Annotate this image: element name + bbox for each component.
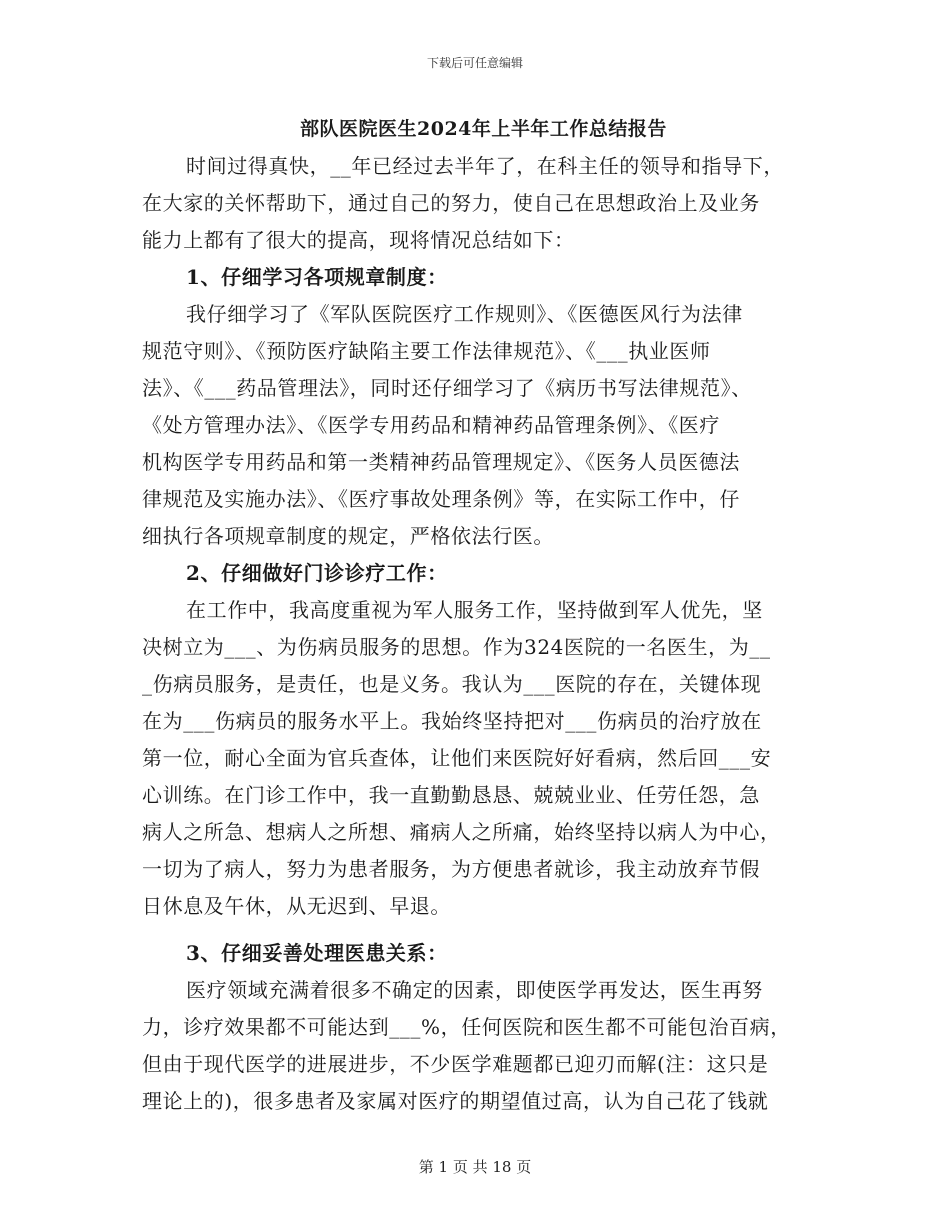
text-line: 决树立为___、为伤病员服务的思想。作为324医院的一名医生，为__ [142,635,771,659]
text-line: 能力上都有了很大的提高，现将情况总结如下： [142,228,575,252]
header-note: 下载后可任意编辑 [426,56,523,70]
document-body [142,148,822,1120]
paragraph-spacer [142,925,822,935]
section-heading: 1、仔细学习各项规章制度： [186,265,448,289]
page-footer: 第 1 页 共 18 页 [418,1158,532,1176]
text-line: 《处方管理办法》、《医学专用药品和精神药品管理条例》、《医疗 [142,413,720,437]
section-heading: 3、仔细妥善处理医患关系： [186,941,448,965]
text-line: 机构医学专用药品和第一类精神药品管理规定》、《医务人员医德法 [142,450,740,474]
section-heading: 2、仔细做好门诊诊疗工作： [186,561,448,585]
text-line: 法》、《___药品管理法》，同时还仔细学习了《病历书写法律规范》、 [142,376,752,400]
text-line: 理论上的)，很多患者及家属对医疗的期望值过高，认为自己花了钱就 [142,1089,769,1113]
text-line: 律规范及实施办法》、《医疗事故处理条例》等，在实际工作中，仔 [142,487,740,511]
document-title: 部队医院医生2024年上半年工作总结报告 [300,118,667,140]
text-line: 在大家的关怀帮助下，通过自己的努力，使自己在思想政治上及业务 [142,191,760,215]
text-line: _伤病员服务，是责任，也是义务。我认为___医院的存在，关键体现 [142,672,762,696]
text-line: 医疗领域充满着很多不确定的因素，即使医学再发达，医生再努 [186,978,763,1002]
text-line: 一切为了病人，努力为患者服务，为方便患者就诊，我主动放弃节假 [142,857,760,881]
text-line: 力，诊疗效果都不可能达到___%，任何医院和医生都不可能包治百病， [142,1015,791,1039]
text-line: 在为___伤病员的服务水平上。我始终坚持把对___伤病员的治疗放在 [142,709,762,733]
text-line: 细执行各项规章制度的规定，严格依法行医。 [142,524,554,548]
text-line: 日休息及午休，从无迟到、早退。 [142,894,451,918]
text-line: 我仔细学习了《军队医院医疗工作规则》、《医德医风行为法律 [186,302,743,326]
text-line: 规范守则》、《预防医疗缺陷主要工作法律规范》、《___执业医师 [142,339,711,363]
text-line: 时间过得真快，__年已经过去半年了，在科主任的领导和指导下， [186,154,784,178]
text-line: 病人之所急、想病人之所想、痛病人之所痛，始终坚持以病人为中心， [142,820,781,844]
text-line: 心训练。在门诊工作中，我一直勤勤恳恳、兢兢业业、任劳任怨，急 [142,783,760,807]
text-line: 在工作中，我高度重视为军人服务工作，坚持做到军人优先，坚 [186,598,763,622]
text-line: 但由于现代医学的进展进步，不少医学难题都已迎刃而解(注：这只是 [142,1052,769,1076]
text-line: 第一位，耐心全面为官兵查体，让他们来医院好好看病，然后回___安 [142,746,772,770]
